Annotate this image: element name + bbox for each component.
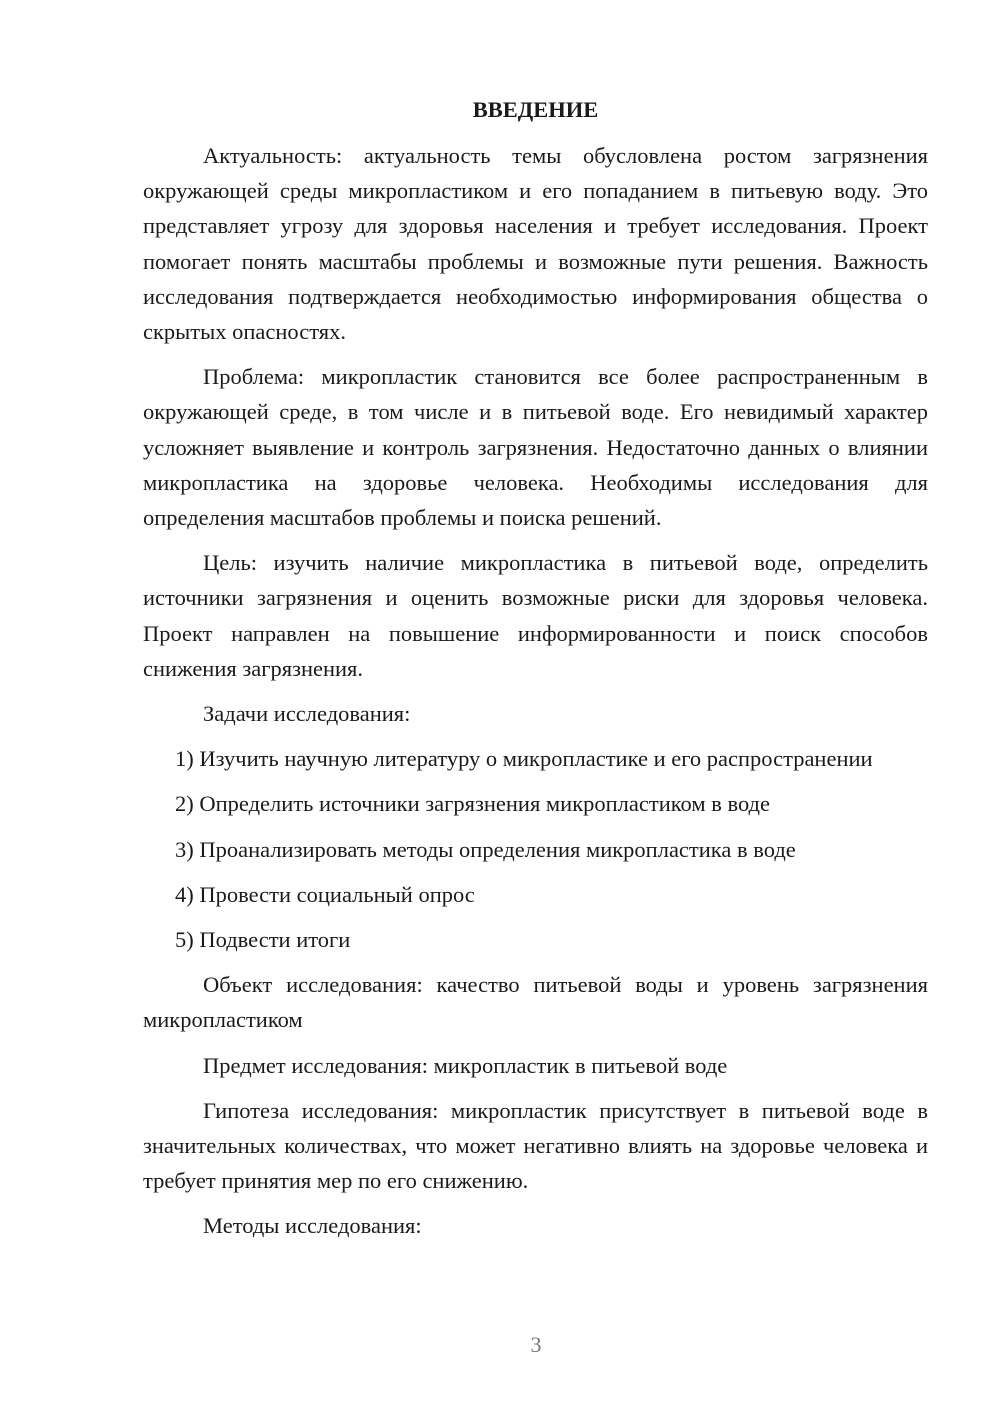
- task-item: 4) Провести социальный опрос: [175, 881, 475, 907]
- subject-paragraph: Предмет исследования: микропластик в питьевой воде: [203, 1052, 728, 1078]
- methods-heading: Методы исследования:: [203, 1213, 422, 1239]
- tasks-list: [143, 741, 928, 957]
- task-item: 5) Подвести итоги: [175, 927, 351, 953]
- hypothesis-paragraph: Гипотеза исследования: микропластик присутствует в питьевой воде в значительных количествах, что может негативно влиять на здоровье человека и требует принятия мер по его снижению.: [143, 1097, 928, 1194]
- goal-paragraph: Цель: изучить наличие микропластика в питьевой воде, определить источники загрязнения и оценить возможные риски для здоровья человека. Проект направлен на повышение информированности и поиск способов снижения загрязнения.: [143, 550, 928, 681]
- page-number: 3: [530, 1332, 542, 1357]
- task-item: 3) Проанализировать методы определения микропластика в воде: [175, 836, 796, 862]
- task-item: 1) Изучить научную литературу о микропластике и его распространении: [175, 746, 873, 772]
- task-item: 2) Определить источники загрязнения микропластиком в воде: [175, 791, 770, 817]
- tasks-heading: Задачи исследования:: [203, 701, 411, 727]
- problem-paragraph: Проблема: микропластик становится все более распространенным в окружающей среде, в том числе и в питьевой воде. Его невидимый характер усложняет выявление и контроль загрязнения. Недостаточно данных о влиянии микропластика на здоровье человека. Необходимы исследования для определения масштабов проблемы и поиска решений.: [143, 364, 928, 531]
- page-title: ВВЕДЕНИЕ: [472, 97, 599, 122]
- object-paragraph: Объект исследования: качество питьевой воды и уровень загрязнения микропластиком: [143, 972, 928, 1033]
- relevance-paragraph: Актуальность: актуальность темы обусловлена ростом загрязнения окружающей среды микропластиком и его попаданием в питьевую воду. Это представляет угрозу для здоровья населения и требует исследования. Проект помогает понять масштабы проблемы и возможные пути решения. Важность исследования подтверждается необходимостью информирования общества о скрытых опасностях.: [143, 143, 928, 345]
- page-content: [143, 92, 928, 1254]
